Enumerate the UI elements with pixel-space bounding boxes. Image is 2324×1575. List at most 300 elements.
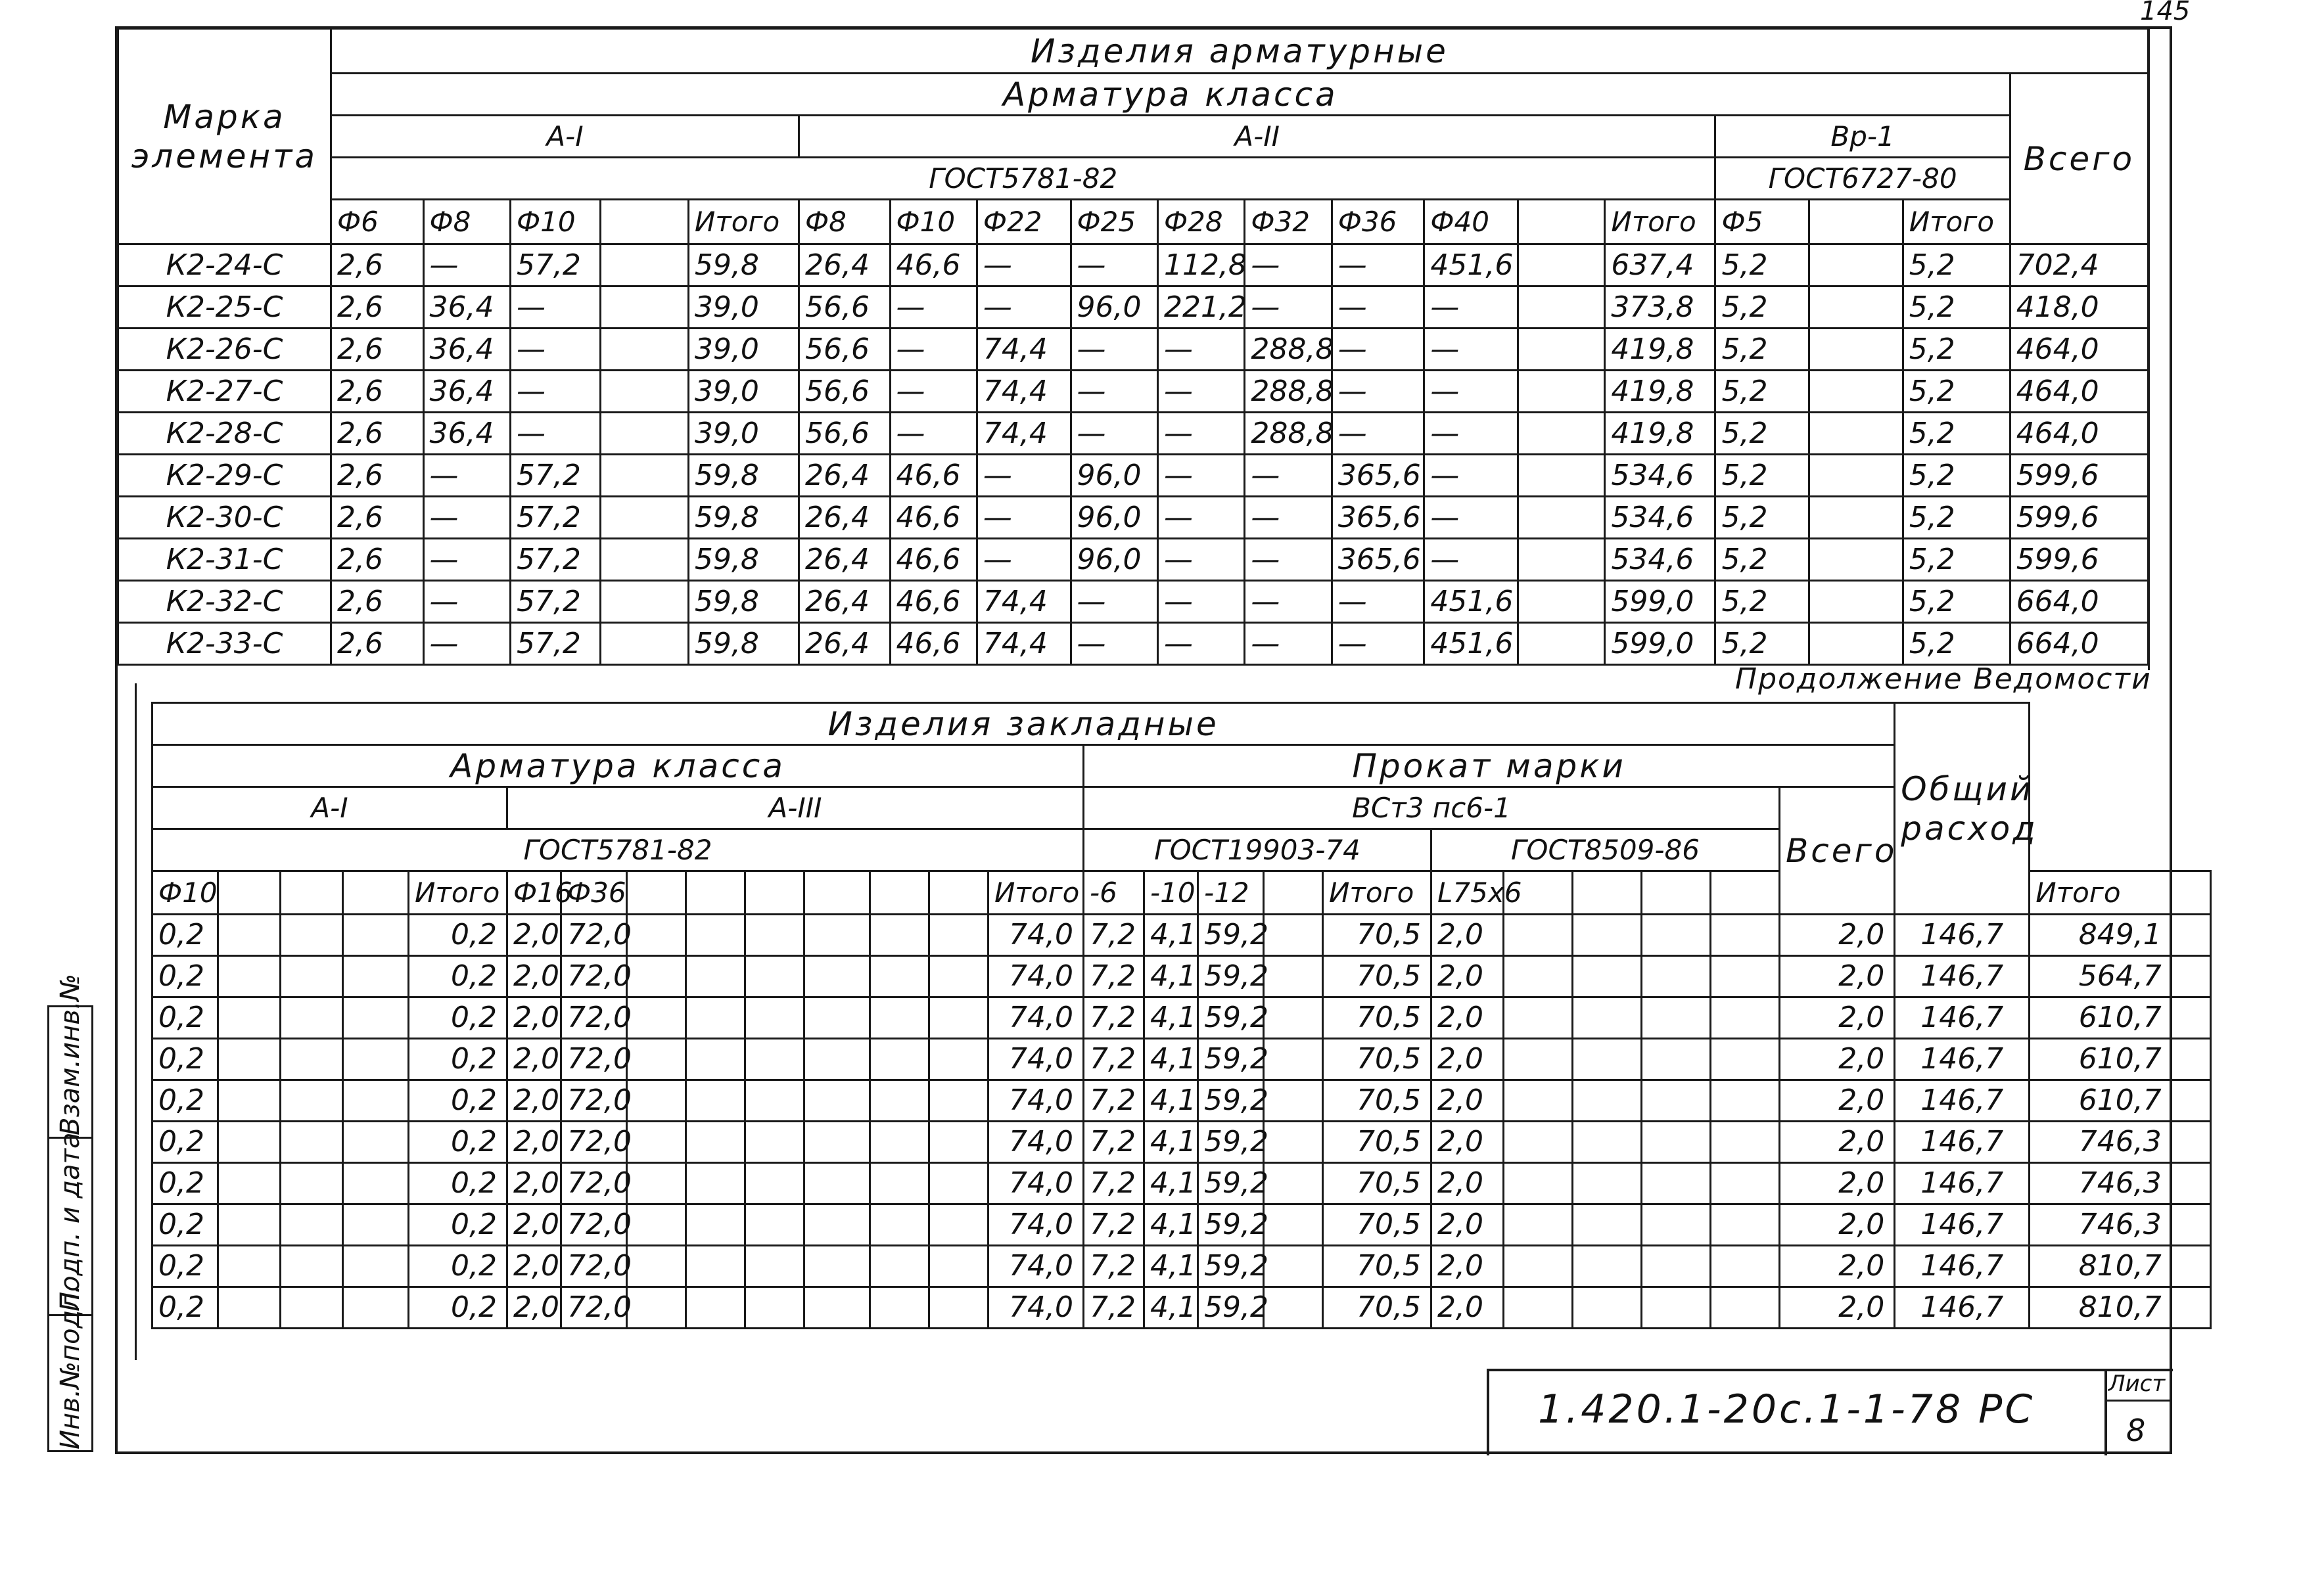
table-cell: 74,4 — [977, 581, 1071, 623]
bottom-gost-angle: ГОСТ8509-86 — [1431, 829, 1780, 871]
table-cell — [627, 997, 686, 1039]
table-cell — [627, 1122, 686, 1163]
table-cell: 637,4 — [1605, 244, 1715, 286]
table-cell — [1642, 1163, 1711, 1204]
table-cell: 2,6 — [331, 286, 423, 329]
table-cell: 7,2 — [1084, 956, 1144, 997]
table-cell: 146,7 — [1895, 1246, 2030, 1287]
row-mark-cell: К2-33-С — [118, 623, 331, 665]
table-cell: 5,2 — [1903, 455, 2010, 497]
table-cell: 0,2 — [152, 956, 218, 997]
bottom-column-header: Ф36 — [561, 871, 627, 915]
table-cell: 36,4 — [423, 371, 510, 413]
table-cell: 2,0 — [1431, 1287, 1504, 1329]
table-cell: 5,2 — [1715, 286, 1809, 329]
table-cell: 451,6 — [1424, 244, 1518, 286]
table-cell: — — [1424, 286, 1518, 329]
table-row — [152, 1287, 2211, 1329]
table-row — [152, 1122, 2211, 1163]
table-cell — [1711, 1163, 1780, 1204]
table-cell: 746,3 — [2030, 1122, 2211, 1163]
table-cell: 70,5 — [1323, 1039, 1431, 1080]
table-cell: 746,3 — [2030, 1204, 2211, 1246]
table-cell: — — [1424, 371, 1518, 413]
table-row — [118, 581, 2149, 623]
table-cell: 5,2 — [1715, 329, 1809, 371]
table-cell: 70,5 — [1323, 1204, 1431, 1246]
table-cell — [1518, 244, 1604, 286]
table-cell — [601, 581, 688, 623]
table-cell — [745, 1080, 804, 1122]
table-cell: 2,0 — [507, 997, 561, 1039]
table-cell: 5,2 — [1903, 581, 2010, 623]
table-cell: 418,0 — [2010, 286, 2148, 329]
table-cell: 0,2 — [409, 915, 507, 956]
table-cell — [1518, 581, 1604, 623]
table-cell — [686, 1122, 745, 1163]
table-cell: 599,6 — [2010, 497, 2148, 539]
table-cell — [1809, 413, 1903, 455]
table-cell: — — [1071, 623, 1157, 665]
table-cell: 74,0 — [988, 1287, 1084, 1329]
table-cell: — — [1245, 623, 1332, 665]
bottom-column-header — [745, 871, 804, 915]
top-column-header: Ф8 — [799, 200, 890, 244]
table-cell: 2,6 — [331, 581, 423, 623]
table-cell: 70,5 — [1323, 1080, 1431, 1122]
table-cell — [343, 1287, 409, 1329]
table-cell — [870, 1246, 929, 1287]
table-cell — [1573, 997, 1642, 1039]
table-cell: 59,2 — [1198, 1246, 1264, 1287]
table-cell — [601, 497, 688, 539]
table-cell — [686, 1204, 745, 1246]
bottom-column-header: -12 — [1198, 871, 1264, 915]
table-cell — [1504, 1204, 1573, 1246]
bottom-class-a1: А-I — [152, 787, 507, 829]
table-cell — [745, 997, 804, 1039]
top-column-header: Ф22 — [977, 200, 1071, 244]
table-cell: 146,7 — [1895, 1039, 2030, 1080]
table-cell: 0,2 — [409, 1122, 507, 1163]
table-cell — [1809, 539, 1903, 581]
table-cell: — — [1157, 497, 1244, 539]
table-cell: 599,0 — [1605, 623, 1715, 665]
table-cell: 2,0 — [507, 915, 561, 956]
table-cell: 4,1 — [1144, 1246, 1198, 1287]
table-cell: 5,2 — [1715, 244, 1809, 286]
table-cell: 2,6 — [331, 539, 423, 581]
table-cell: 146,7 — [1895, 1080, 2030, 1122]
table-cell: 57,2 — [510, 455, 601, 497]
table-cell: — — [977, 286, 1071, 329]
table-cell — [929, 1246, 988, 1287]
bottom-column-header: Ф16 — [507, 871, 561, 915]
table-cell — [627, 1039, 686, 1080]
table-cell: 288,8 — [1245, 329, 1332, 371]
row-mark-cell: К2-27-С — [118, 371, 331, 413]
table-cell: 0,2 — [152, 1039, 218, 1080]
table-cell — [1504, 997, 1573, 1039]
table-cell: 7,2 — [1084, 1080, 1144, 1122]
top-column-header: Ф5 — [1715, 200, 1809, 244]
table-cell — [343, 956, 409, 997]
table-cell — [804, 1163, 870, 1204]
table-cell: 70,5 — [1323, 956, 1431, 997]
table-cell: — — [1424, 497, 1518, 539]
bottom-class-a3: А-III — [507, 787, 1084, 829]
table-cell — [1573, 1039, 1642, 1080]
table-cell — [281, 915, 343, 956]
table-cell — [627, 1163, 686, 1204]
table-row — [118, 623, 2149, 665]
table-cell — [281, 1039, 343, 1080]
table-cell: 0,2 — [152, 1204, 218, 1246]
table-cell — [1504, 915, 1573, 956]
table-cell: — — [1071, 413, 1157, 455]
table-cell: 112,8 — [1157, 244, 1244, 286]
table-cell — [343, 1039, 409, 1080]
table-cell: 2,0 — [1780, 1122, 1895, 1163]
table-cell: 70,5 — [1323, 1287, 1431, 1329]
table-cell: 365,6 — [1332, 455, 1424, 497]
top-column-header: Итого — [1903, 200, 2010, 244]
table-cell: 221,2 — [1157, 286, 1244, 329]
table-cell: 2,0 — [1780, 956, 1895, 997]
table-cell: 0,2 — [409, 1287, 507, 1329]
table-cell — [218, 997, 281, 1039]
row-mark-cell: К2-28-С — [118, 413, 331, 455]
table-cell — [1518, 623, 1604, 665]
table-cell: 5,2 — [1903, 413, 2010, 455]
table-cell: 4,1 — [1144, 1080, 1198, 1122]
table-cell — [627, 915, 686, 956]
table-cell: 5,2 — [1715, 371, 1809, 413]
table-cell: 70,5 — [1323, 1246, 1431, 1287]
row-mark-cell: К2-25-С — [118, 286, 331, 329]
table-cell: 36,4 — [423, 413, 510, 455]
top-class-a2: А-II — [799, 116, 1715, 158]
table-cell: 746,3 — [2030, 1163, 2211, 1204]
table-cell — [343, 915, 409, 956]
table-cell — [1711, 1039, 1780, 1080]
table-cell: — — [1424, 413, 1518, 455]
bottom-subtitle-rolled: Прокат марки — [1084, 745, 1895, 787]
table-cell: — — [1424, 539, 1518, 581]
table-row — [118, 539, 2149, 581]
table-cell: 2,0 — [1431, 1080, 1504, 1122]
table-cell — [1573, 956, 1642, 997]
table-cell: 74,0 — [988, 1080, 1084, 1122]
table-cell: 146,7 — [1895, 1204, 2030, 1246]
bottom-column-header: -6 — [1084, 871, 1144, 915]
table-cell: 59,8 — [688, 455, 799, 497]
table-cell — [870, 1204, 929, 1246]
table-cell — [929, 1287, 988, 1329]
table-cell — [1711, 997, 1780, 1039]
table-cell: 5,2 — [1715, 497, 1809, 539]
table-cell — [686, 1163, 745, 1204]
table-cell: — — [510, 371, 601, 413]
table-cell — [627, 1246, 686, 1287]
top-column-header — [601, 200, 688, 244]
table-cell: 46,6 — [890, 623, 977, 665]
table-cell — [218, 1080, 281, 1122]
table-cell: 74,0 — [988, 1122, 1084, 1163]
table-cell: 5,2 — [1715, 623, 1809, 665]
table-cell — [929, 1204, 988, 1246]
table-cell: 849,1 — [2030, 915, 2211, 956]
table-cell — [601, 455, 688, 497]
table-cell — [1518, 329, 1604, 371]
table-cell: 59,2 — [1198, 1163, 1264, 1204]
top-gost-vr: ГОСТ6727-80 — [1715, 158, 2010, 200]
table-cell — [1711, 915, 1780, 956]
table-cell: 702,4 — [2010, 244, 2148, 286]
table-cell: 57,2 — [510, 581, 601, 623]
table-cell: 2,6 — [331, 455, 423, 497]
table-cell — [929, 1163, 988, 1204]
table-cell: — — [1071, 329, 1157, 371]
table-cell: 36,4 — [423, 329, 510, 371]
table-cell — [1573, 915, 1642, 956]
table-cell: 5,2 — [1715, 413, 1809, 455]
table-cell: 2,6 — [331, 497, 423, 539]
table-cell — [281, 1122, 343, 1163]
table-cell — [218, 1163, 281, 1204]
table-cell: 72,0 — [561, 1122, 627, 1163]
top-column-header — [1518, 200, 1604, 244]
top-column-header: Ф32 — [1245, 200, 1332, 244]
table-cell: 0,2 — [152, 1080, 218, 1122]
table-cell — [1518, 413, 1604, 455]
table-cell: 57,2 — [510, 497, 601, 539]
table-cell: 464,0 — [2010, 329, 2148, 371]
frame-left-inner — [135, 683, 137, 1360]
table-cell: 26,4 — [799, 539, 890, 581]
table-cell: 534,6 — [1605, 455, 1715, 497]
table-cell: 2,0 — [1780, 1246, 1895, 1287]
table-cell: — — [1157, 581, 1244, 623]
table-cell — [601, 244, 688, 286]
table-cell: 59,2 — [1198, 1204, 1264, 1246]
bottom-gost-rebar: ГОСТ5781-82 — [152, 829, 1084, 871]
table-cell: 59,8 — [688, 497, 799, 539]
top-column-headers — [118, 200, 2149, 244]
table-cell: 146,7 — [1895, 997, 2030, 1039]
table-cell: 0,2 — [152, 997, 218, 1039]
continuation-note: Продолжение Ведомости — [1735, 662, 2152, 696]
row-mark-cell: К2-31-С — [118, 539, 331, 581]
table-row — [152, 1039, 2211, 1080]
side-stamp-label-3: Взам.инв.№ — [55, 973, 85, 1135]
table-cell: 5,2 — [1715, 581, 1809, 623]
table-cell — [1518, 455, 1604, 497]
bottom-column-header: L75x6 — [1431, 871, 1504, 915]
bottom-column-header — [686, 871, 745, 915]
table-cell: 2,0 — [507, 956, 561, 997]
table-cell — [218, 1039, 281, 1080]
table-cell: 57,2 — [510, 539, 601, 581]
table-cell: 59,2 — [1198, 1080, 1264, 1122]
table-row — [152, 997, 2211, 1039]
table-cell: 288,8 — [1245, 371, 1332, 413]
table-cell — [804, 1287, 870, 1329]
table-cell: — — [1157, 623, 1244, 665]
bottom-rolled-grade: ВСт3 пс6-1 — [1084, 787, 1780, 829]
table-cell: — — [1424, 455, 1518, 497]
table-cell — [1711, 1246, 1780, 1287]
table-cell — [1264, 956, 1323, 997]
table-cell — [627, 956, 686, 997]
table-cell: 7,2 — [1084, 1122, 1144, 1163]
table-cell: 2,0 — [1431, 997, 1504, 1039]
table-cell: 39,0 — [688, 286, 799, 329]
table-row — [118, 286, 2149, 329]
bottom-column-header — [929, 871, 988, 915]
table-cell — [627, 1080, 686, 1122]
table-cell — [1504, 1246, 1573, 1287]
table-cell: 2,0 — [507, 1122, 561, 1163]
table-cell: 46,6 — [890, 539, 977, 581]
table-cell: 96,0 — [1071, 539, 1157, 581]
table-cell — [745, 1204, 804, 1246]
top-column-header: Ф28 — [1157, 200, 1244, 244]
table-cell: 2,0 — [507, 1246, 561, 1287]
table-cell: 0,2 — [152, 1163, 218, 1204]
table-cell: 0,2 — [152, 1122, 218, 1163]
table-cell — [1573, 1163, 1642, 1204]
top-gost-main: ГОСТ5781-82 — [331, 158, 1715, 200]
table-cell: 56,6 — [799, 413, 890, 455]
table-cell: 0,2 — [409, 1163, 507, 1204]
top-class-a1: А-I — [331, 116, 799, 158]
table-cell: — — [510, 286, 601, 329]
table-cell: 4,1 — [1144, 915, 1198, 956]
table-row — [118, 497, 2149, 539]
table-cell: — — [977, 497, 1071, 539]
table-cell — [281, 997, 343, 1039]
table-cell — [804, 1122, 870, 1163]
table-cell: 36,4 — [423, 286, 510, 329]
table-cell: 74,0 — [988, 1039, 1084, 1080]
table-cell: 59,8 — [688, 581, 799, 623]
table-cell: 599,6 — [2010, 455, 2148, 497]
table-cell — [1504, 956, 1573, 997]
table-cell: 146,7 — [1895, 1287, 2030, 1329]
table-cell — [1518, 371, 1604, 413]
table-cell: 74,0 — [988, 997, 1084, 1039]
table-row — [152, 915, 2211, 956]
table-cell: 4,1 — [1144, 1163, 1198, 1204]
bottom-column-header — [1573, 871, 1642, 915]
table-cell: 59,2 — [1198, 1287, 1264, 1329]
table-cell — [601, 286, 688, 329]
table-cell — [870, 1163, 929, 1204]
table-cell: 70,5 — [1323, 997, 1431, 1039]
table-cell: — — [510, 329, 601, 371]
table-cell: 72,0 — [561, 1080, 627, 1122]
table-cell: 564,7 — [2030, 956, 2211, 997]
table-row — [118, 329, 2149, 371]
top-column-header: Итого — [1605, 200, 1715, 244]
side-stamp-label-1: Инв.№подл. — [55, 1285, 85, 1449]
table-cell: 2,0 — [1431, 1122, 1504, 1163]
table-cell: 2,0 — [507, 1204, 561, 1246]
table-cell — [870, 915, 929, 956]
table-cell — [804, 956, 870, 997]
table-cell — [1264, 1246, 1323, 1287]
table-cell: — — [1332, 286, 1424, 329]
table-cell — [1573, 1287, 1642, 1329]
table-cell: 0,2 — [152, 1287, 218, 1329]
table-cell: 4,1 — [1144, 1122, 1198, 1163]
table-cell: 5,2 — [1903, 539, 2010, 581]
table-cell: — — [1332, 413, 1424, 455]
table-cell — [218, 915, 281, 956]
table-cell: 2,0 — [1431, 956, 1504, 997]
table-cell: 59,8 — [688, 539, 799, 581]
top-column-header: Ф10 — [890, 200, 977, 244]
table-cell — [1642, 1246, 1711, 1287]
table-cell — [1573, 1122, 1642, 1163]
table-cell — [929, 1080, 988, 1122]
table-cell — [1809, 455, 1903, 497]
table-cell — [804, 997, 870, 1039]
table-cell: 74,4 — [977, 413, 1071, 455]
table-cell: 5,2 — [1903, 623, 2010, 665]
table-cell: 2,0 — [1431, 1163, 1504, 1204]
table-cell: 373,8 — [1605, 286, 1715, 329]
table-cell: 451,6 — [1424, 581, 1518, 623]
table-cell: 57,2 — [510, 244, 601, 286]
table-cell: — — [977, 539, 1071, 581]
row-mark-cell: К2-24-С — [118, 244, 331, 286]
table-cell — [686, 1039, 745, 1080]
table-cell: 4,1 — [1144, 1204, 1198, 1246]
table-cell: 96,0 — [1071, 497, 1157, 539]
table-cell: 610,7 — [2030, 997, 2211, 1039]
table-cell — [1264, 997, 1323, 1039]
table-cell — [870, 1287, 929, 1329]
table-cell — [343, 1246, 409, 1287]
table-cell — [686, 915, 745, 956]
table-row — [118, 244, 2149, 286]
table-cell: 534,6 — [1605, 539, 1715, 581]
table-cell: — — [1245, 286, 1332, 329]
table-cell: — — [1245, 244, 1332, 286]
bottom-column-header — [1642, 871, 1711, 915]
bottom-overall-header: Общий расход — [1895, 703, 2030, 915]
top-total-header: Всего — [2010, 74, 2148, 244]
table-cell — [627, 1287, 686, 1329]
table-cell — [1573, 1204, 1642, 1246]
table-row — [118, 455, 2149, 497]
table-cell — [1711, 1287, 1780, 1329]
table-cell — [281, 956, 343, 997]
table-cell: — — [1157, 371, 1244, 413]
table-cell — [1642, 1204, 1711, 1246]
table-cell: 5,2 — [1903, 329, 2010, 371]
table-cell: 146,7 — [1895, 956, 2030, 997]
table-cell: 72,0 — [561, 1163, 627, 1204]
table-cell: 74,0 — [988, 1163, 1084, 1204]
table-cell: 534,6 — [1605, 497, 1715, 539]
table-cell — [745, 915, 804, 956]
bottom-column-header: Итого — [409, 871, 507, 915]
table-cell: 0,2 — [409, 1246, 507, 1287]
table-cell: 2,0 — [1780, 1039, 1895, 1080]
